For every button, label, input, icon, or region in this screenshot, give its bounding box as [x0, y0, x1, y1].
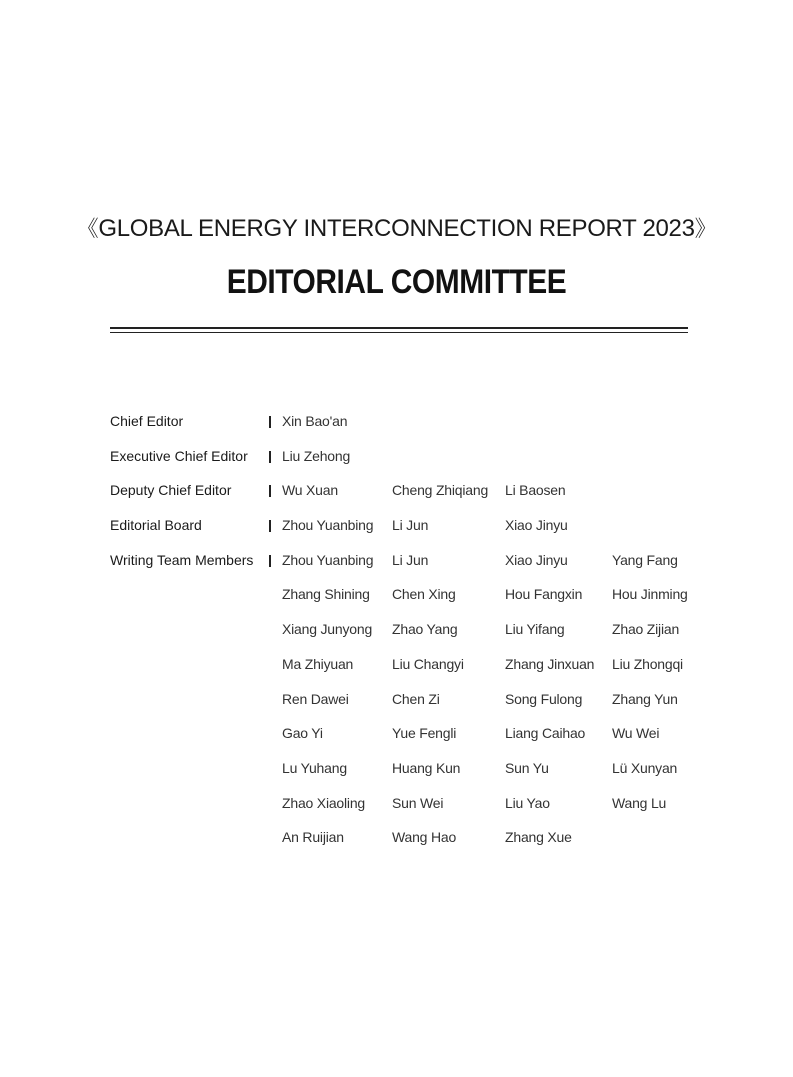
heading-rule-thick	[110, 327, 688, 329]
member-name: Xin Bao'an	[282, 413, 348, 429]
member-name: Cheng Zhiqiang	[392, 482, 489, 499]
role-label: Deputy Chief Editor	[110, 482, 232, 499]
heading-rule-thin	[110, 332, 688, 333]
member-name: Lu Yuhang	[282, 759, 347, 776]
member-name: Hou Fangxin	[505, 586, 583, 603]
member-name: Sun Wei	[392, 794, 444, 811]
member-name: Xiang Junyong	[282, 621, 373, 638]
member-name: Li Jun	[392, 551, 429, 568]
member-name: Chen Xing	[392, 586, 456, 603]
member-name: Yang Fang	[612, 551, 678, 568]
member-name: Ma Zhiyuan	[282, 655, 354, 672]
member-name: Zhang Yun	[612, 690, 678, 707]
member-name: Huang Kun	[392, 759, 461, 776]
report-title-text: GLOBAL ENERGY INTERCONNECTION REPORT 2023	[98, 215, 695, 242]
member-name: Li Jun	[392, 517, 429, 534]
page-heading: EDITORIAL COMMITTEE	[226, 263, 567, 301]
role-separator-bar	[269, 520, 271, 532]
role-separator-bar	[269, 485, 271, 497]
member-name: Zhao Zijian	[612, 621, 680, 638]
member-name: Liu Changyi	[392, 655, 464, 672]
member-name: Zhou Yuanbing	[282, 517, 374, 534]
member-name: Zhou Yuanbing	[282, 551, 374, 568]
title-bracket-close: 》	[694, 217, 717, 242]
member-name: Zhang Jinxuan	[505, 655, 595, 672]
member-name: Wu Wei	[612, 725, 660, 742]
member-name: Xiao Jinyu	[505, 551, 568, 568]
member-name: Wang Lu	[612, 794, 667, 811]
member-name: Zhao Yang	[392, 621, 458, 638]
member-name: Zhang Xue	[505, 829, 572, 846]
member-name: Hou Jinming	[612, 586, 688, 603]
member-name: Song Fulong	[505, 690, 583, 707]
member-name: Zhang Shining	[282, 586, 370, 603]
title-bracket-open: 《	[76, 217, 99, 242]
member-name: Liang Caihao	[505, 725, 586, 742]
member-name: Zhao Xiaoling	[282, 794, 366, 811]
member-name: Wang Hao	[392, 829, 457, 846]
member-name: Liu Yifang	[505, 621, 565, 638]
role-label: Chief Editor	[110, 413, 184, 429]
member-name: Ren Dawei	[282, 690, 349, 707]
role-separator-bar	[269, 416, 271, 428]
member-name: Yue Fengli	[392, 725, 457, 742]
member-name: Wu Xuan	[282, 482, 338, 499]
member-name: An Ruijian	[282, 829, 344, 846]
role-label: Executive Chief Editor	[110, 447, 248, 464]
member-name: Lü Xunyan	[612, 759, 678, 776]
role-label: Editorial Board	[110, 517, 202, 534]
member-name: Liu Zehong	[282, 447, 351, 464]
member-name: Liu Yao	[505, 794, 550, 811]
member-name: Liu Zhongqi	[612, 655, 683, 672]
member-name: Chen Zi	[392, 690, 440, 707]
member-name: Xiao Jinyu	[505, 517, 568, 534]
report-title	[0, 212, 793, 243]
member-name: Gao Yi	[282, 725, 323, 742]
member-name: Li Baosen	[505, 482, 566, 499]
role-separator-bar	[269, 555, 271, 567]
member-name: Sun Yu	[505, 759, 549, 776]
role-separator-bar	[269, 451, 271, 463]
role-label: Writing Team Members	[110, 551, 254, 568]
